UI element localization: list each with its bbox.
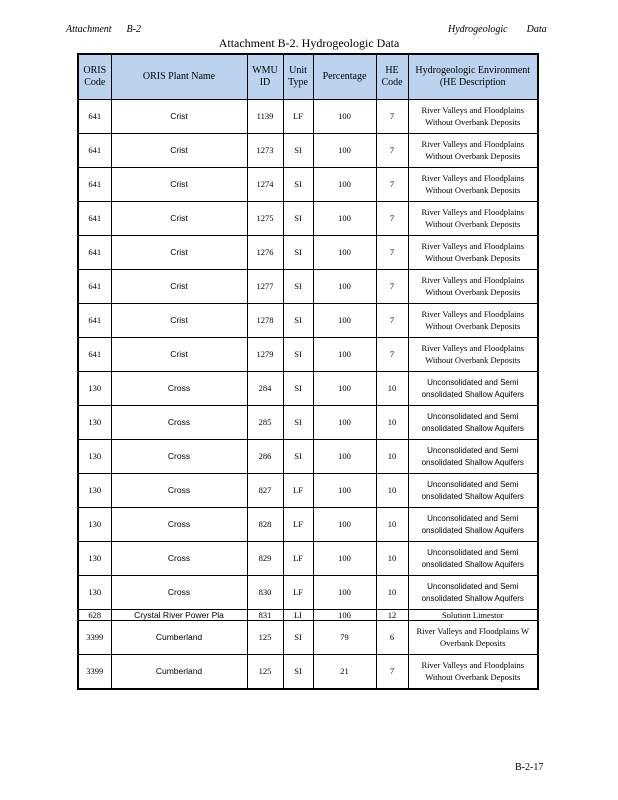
cell-percentage: 100 xyxy=(313,508,376,542)
cell-oris-code: 130 xyxy=(78,508,111,542)
cell-plant-name: Crist xyxy=(111,202,247,236)
col-header-unit: Unit Type xyxy=(283,54,313,100)
cell-wmu-id: 827 xyxy=(247,474,283,508)
table-row xyxy=(78,202,538,236)
cell-wmu-id: 125 xyxy=(247,621,283,655)
table-row xyxy=(78,655,538,690)
cell-plant-name: Crist xyxy=(111,304,247,338)
table-row xyxy=(78,338,538,372)
cell-wmu-id: 125 xyxy=(247,655,283,690)
cell-unit-type: SI xyxy=(283,134,313,168)
cell-he-code: 7 xyxy=(376,304,408,338)
cell-wmu-id: 830 xyxy=(247,576,283,610)
cell-he-code: 10 xyxy=(376,576,408,610)
cell-oris-code: 641 xyxy=(78,270,111,304)
cell-oris-code: 130 xyxy=(78,474,111,508)
cell-wmu-id: 284 xyxy=(247,372,283,406)
cell-percentage: 21 xyxy=(313,655,376,690)
cell-unit-type: LF xyxy=(283,474,313,508)
cell-plant-name: Cumberland xyxy=(111,655,247,690)
cell-wmu-id: 286 xyxy=(247,440,283,474)
col-header-oris: ORIS Code xyxy=(78,54,111,100)
cell-plant-name: Crystal River Power Pla xyxy=(111,610,247,621)
cell-percentage: 79 xyxy=(313,621,376,655)
cell-percentage: 100 xyxy=(313,542,376,576)
cell-plant-name: Crist xyxy=(111,100,247,134)
cell-plant-name: Cross xyxy=(111,372,247,406)
cell-oris-code: 3399 xyxy=(78,655,111,690)
cell-oris-code: 641 xyxy=(78,134,111,168)
cell-percentage: 100 xyxy=(313,372,376,406)
cell-percentage: 100 xyxy=(313,610,376,621)
cell-plant-name: Cross xyxy=(111,508,247,542)
cell-oris-code: 641 xyxy=(78,338,111,372)
cell-unit-type: SI xyxy=(283,304,313,338)
cell-plant-name: Crist xyxy=(111,168,247,202)
cell-percentage: 100 xyxy=(313,304,376,338)
col-header-wmu: WMU ID xyxy=(247,54,283,100)
col-header-he-code: HE Code xyxy=(376,54,408,100)
cell-oris-code: 641 xyxy=(78,202,111,236)
table-row xyxy=(78,508,538,542)
cell-wmu-id: 1276 xyxy=(247,236,283,270)
table-row xyxy=(78,270,538,304)
cell-wmu-id: 1139 xyxy=(247,100,283,134)
hydrogeologic-data-table xyxy=(77,53,539,690)
cell-wmu-id: 829 xyxy=(247,542,283,576)
cell-unit-type: SI xyxy=(283,621,313,655)
cell-oris-code: 641 xyxy=(78,100,111,134)
col-header-environment: Hydrogeologic Environment (HE Description xyxy=(408,54,538,100)
cell-he-code: 7 xyxy=(376,338,408,372)
cell-oris-code: 130 xyxy=(78,372,111,406)
header-attachment-number: B-2 xyxy=(126,24,141,35)
col-header-percentage: Percentage xyxy=(313,54,376,100)
cell-percentage: 100 xyxy=(313,236,376,270)
cell-plant-name: Cross xyxy=(111,440,247,474)
cell-unit-type: SI xyxy=(283,236,313,270)
cell-he-code: 10 xyxy=(376,542,408,576)
cell-unit-type: SI xyxy=(283,655,313,690)
table-title: Attachment B-2. Hydrogeologic Data xyxy=(218,36,400,50)
cell-percentage: 100 xyxy=(313,202,376,236)
table-row xyxy=(78,134,538,168)
cell-environment: Unconsolidated and Semi onsolidated Shallow Aquifers xyxy=(408,474,538,508)
table-row xyxy=(78,168,538,202)
cell-oris-code: 641 xyxy=(78,236,111,270)
cell-wmu-id: 1274 xyxy=(247,168,283,202)
page-header-right xyxy=(448,24,547,35)
cell-wmu-id: 1275 xyxy=(247,202,283,236)
table-row xyxy=(78,100,538,134)
cell-plant-name: Crist xyxy=(111,236,247,270)
cell-wmu-id: 1277 xyxy=(247,270,283,304)
cell-environment: River Valleys and Floodplains Without Overbank Deposits xyxy=(408,134,538,168)
cell-plant-name: Cumberland xyxy=(111,621,247,655)
page-number: B-2-17 xyxy=(515,762,544,773)
cell-he-code: 7 xyxy=(376,236,408,270)
cell-he-code: 12 xyxy=(376,610,408,621)
cell-environment: Unconsolidated and Semi onsolidated Shallow Aquifers xyxy=(408,542,538,576)
cell-he-code: 7 xyxy=(376,100,408,134)
cell-unit-type: LF xyxy=(283,508,313,542)
cell-percentage: 100 xyxy=(313,168,376,202)
cell-he-code: 10 xyxy=(376,440,408,474)
cell-environment: Unconsolidated and Semi onsolidated Shallow Aquifers xyxy=(408,406,538,440)
cell-wmu-id: 831 xyxy=(247,610,283,621)
cell-unit-type: SI xyxy=(283,440,313,474)
cell-plant-name: Cross xyxy=(111,406,247,440)
table-body xyxy=(78,100,538,690)
cell-he-code: 6 xyxy=(376,621,408,655)
cell-unit-type: SI xyxy=(283,338,313,372)
cell-environment: Unconsolidated and Semi onsolidated Shallow Aquifers xyxy=(408,508,538,542)
cell-unit-type: LF xyxy=(283,542,313,576)
cell-oris-code: 130 xyxy=(78,576,111,610)
cell-environment: Solution Limestor xyxy=(408,610,538,621)
cell-percentage: 100 xyxy=(313,474,376,508)
cell-percentage: 100 xyxy=(313,576,376,610)
cell-wmu-id: 1273 xyxy=(247,134,283,168)
cell-environment: River Valleys and Floodplains Without Overbank Deposits xyxy=(408,168,538,202)
header-section-label: Hydrogeologic xyxy=(448,24,508,35)
cell-environment: Unconsolidated and Semi onsolidated Shallow Aquifers xyxy=(408,440,538,474)
cell-he-code: 7 xyxy=(376,168,408,202)
table-row xyxy=(78,304,538,338)
cell-unit-type: LI xyxy=(283,610,313,621)
cell-he-code: 7 xyxy=(376,655,408,690)
cell-percentage: 100 xyxy=(313,338,376,372)
cell-environment: River Valleys and Floodplains Without Overbank Deposits xyxy=(408,202,538,236)
cell-oris-code: 130 xyxy=(78,440,111,474)
cell-environment: River Valleys and Floodplains Without Overbank Deposits xyxy=(408,270,538,304)
cell-percentage: 100 xyxy=(313,100,376,134)
cell-oris-code: 628 xyxy=(78,610,111,621)
cell-environment: River Valleys and Floodplains Without Overbank Deposits xyxy=(408,304,538,338)
cell-unit-type: SI xyxy=(283,168,313,202)
table-row xyxy=(78,542,538,576)
cell-plant-name: Crist xyxy=(111,338,247,372)
cell-wmu-id: 1279 xyxy=(247,338,283,372)
cell-plant-name: Cross xyxy=(111,474,247,508)
cell-environment: River Valleys and Floodplains W Overbank Deposits xyxy=(408,621,538,655)
cell-percentage: 100 xyxy=(313,440,376,474)
cell-unit-type: LF xyxy=(283,100,313,134)
header-attachment-label: Attachment xyxy=(66,24,112,35)
cell-he-code: 10 xyxy=(376,508,408,542)
cell-environment: Unconsolidated and Semi onsolidated Shallow Aquifers xyxy=(408,576,538,610)
cell-plant-name: Crist xyxy=(111,134,247,168)
cell-environment: River Valleys and Floodplains Without Overbank Deposits xyxy=(408,338,538,372)
cell-wmu-id: 1278 xyxy=(247,304,283,338)
cell-oris-code: 130 xyxy=(78,542,111,576)
cell-environment: River Valleys and Floodplains Without Overbank Deposits xyxy=(408,100,538,134)
cell-he-code: 10 xyxy=(376,406,408,440)
table-row xyxy=(78,610,538,621)
cell-unit-type: SI xyxy=(283,270,313,304)
cell-oris-code: 130 xyxy=(78,406,111,440)
cell-oris-code: 641 xyxy=(78,304,111,338)
table-row xyxy=(78,440,538,474)
cell-he-code: 10 xyxy=(376,474,408,508)
cell-environment: River Valleys and Floodplains Without Overbank Deposits xyxy=(408,236,538,270)
cell-environment: Unconsolidated and Semi onsolidated Shallow Aquifers xyxy=(408,372,538,406)
cell-wmu-id: 285 xyxy=(247,406,283,440)
cell-he-code: 7 xyxy=(376,134,408,168)
cell-percentage: 100 xyxy=(313,406,376,440)
cell-he-code: 10 xyxy=(376,372,408,406)
table-container xyxy=(77,53,539,690)
table-row xyxy=(78,474,538,508)
page-header-left xyxy=(66,24,141,35)
cell-unit-type: SI xyxy=(283,372,313,406)
cell-unit-type: LF xyxy=(283,576,313,610)
cell-environment: River Valleys and Floodplains Without Overbank Deposits xyxy=(408,655,538,690)
cell-unit-type: SI xyxy=(283,202,313,236)
table-row xyxy=(78,621,538,655)
table-row xyxy=(78,406,538,440)
table-row xyxy=(78,236,538,270)
table-header-row xyxy=(78,54,538,100)
cell-oris-code: 3399 xyxy=(78,621,111,655)
cell-percentage: 100 xyxy=(313,134,376,168)
cell-oris-code: 641 xyxy=(78,168,111,202)
cell-plant-name: Cross xyxy=(111,576,247,610)
table-row xyxy=(78,576,538,610)
table-row xyxy=(78,372,538,406)
col-header-plant: ORIS Plant Name xyxy=(111,54,247,100)
cell-he-code: 7 xyxy=(376,202,408,236)
cell-unit-type: SI xyxy=(283,406,313,440)
cell-wmu-id: 828 xyxy=(247,508,283,542)
cell-plant-name: Cross xyxy=(111,542,247,576)
header-section-data: Data xyxy=(526,24,547,35)
cell-percentage: 100 xyxy=(313,270,376,304)
cell-plant-name: Crist xyxy=(111,270,247,304)
cell-he-code: 7 xyxy=(376,270,408,304)
